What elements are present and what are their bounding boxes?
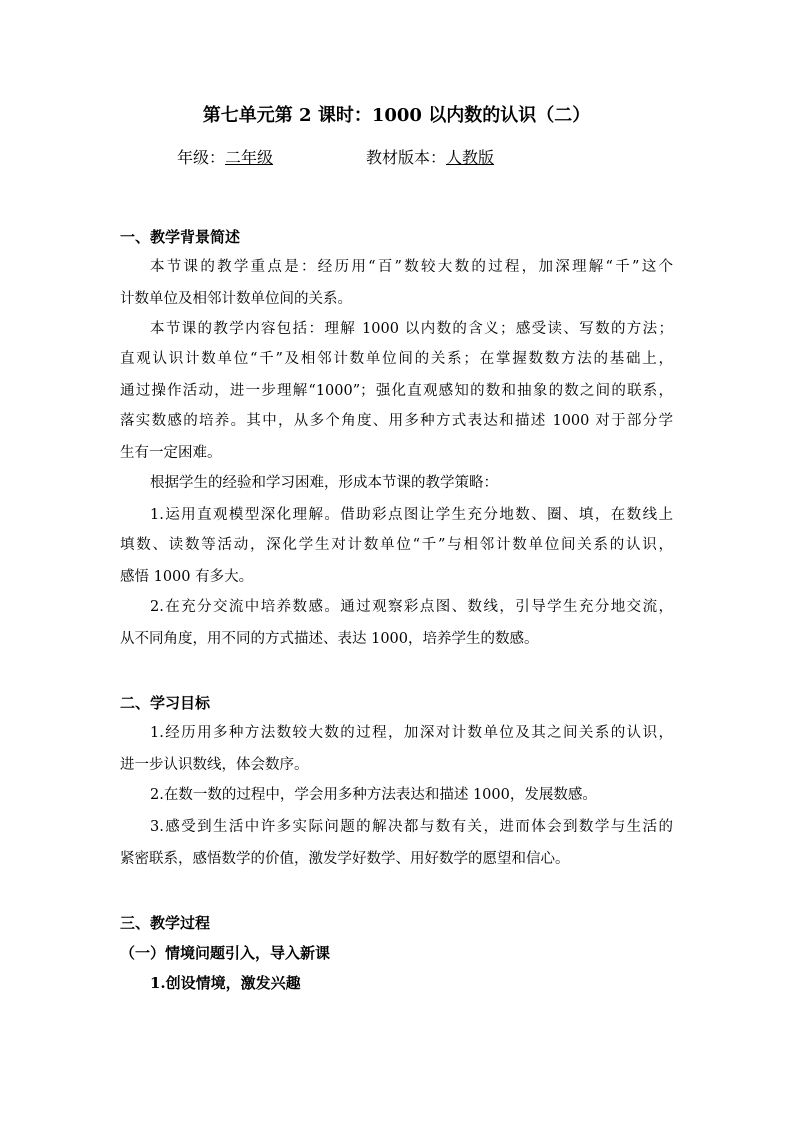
paragraph-line: 生有一定困难。 bbox=[120, 445, 222, 461]
edition-field bbox=[366, 146, 494, 170]
paragraph-line: 填数、读数等活动，深化学生对计数单位“千”与相邻计数单位间关系的认识， bbox=[120, 537, 673, 553]
grade-field bbox=[177, 146, 273, 170]
paragraph-line: 本节课的教学重点是：经历用“百”数较大数的过程，加深理解“千”这个 bbox=[150, 259, 673, 275]
step-heading: 1.创设情境，激发兴趣 bbox=[150, 974, 301, 992]
document-title: 第七单元第 2 课时：1000 以内数的认识（二） bbox=[202, 105, 591, 126]
paragraph-line: 3.感受到生活中许多实际问题的解决都与数有关，进而体会到数学与生活的 bbox=[150, 819, 673, 835]
grade-label: 年级： bbox=[177, 148, 226, 167]
paragraph-line: 计数单位及相邻计数单位间的关系。 bbox=[120, 291, 352, 307]
paragraph-line: 2.在充分交流中培养数感。通过观察彩点图、数线，引导学生充分地交流， bbox=[150, 599, 673, 615]
edition-value: 人教版 bbox=[446, 148, 495, 167]
paragraph-line: 2.在数一数的过程中，学会用多种方法表达和描述 1000，发展数感。 bbox=[150, 787, 597, 803]
paragraph-line: 直观认识计数单位“千”及相邻计数单位间的关系；在掌握数数方法的基础上， bbox=[120, 351, 673, 367]
paragraph-line: 本节课的教学内容包括：理解 1000 以内数的含义；感受读、写数的方法； bbox=[150, 321, 673, 337]
paragraph-line: 感悟 1000 有多大。 bbox=[120, 569, 254, 585]
paragraph-line: 紧密联系，感悟数学的价值，激发学好数学、用好数学的愿望和信心。 bbox=[120, 851, 570, 867]
paragraph-line: 根据学生的经验和学习困难，形成本节课的教学策略： bbox=[150, 475, 498, 491]
section-heading-objectives: 二、学习目标 bbox=[120, 694, 211, 712]
section-heading-background: 一、教学背景简述 bbox=[120, 228, 241, 246]
paragraph-line: 1.运用直观模型深化理解。借助彩点图让学生充分地数、圈、填，在数线上 bbox=[150, 507, 673, 523]
paragraph-line: 通过操作活动，进一步理解“1000”；强化直观感知的数和抽象的数之间的联系， bbox=[120, 383, 673, 399]
paragraph-line: 进一步认识数线，体会数序。 bbox=[120, 757, 309, 773]
subsection-heading: （一）情境问题引入，导入新课 bbox=[120, 944, 331, 962]
grade-value: 二年级 bbox=[225, 148, 274, 167]
paragraph-line: 1.经历用多种方法数较大数的过程，加深对计数单位及其之间关系的认识， bbox=[150, 725, 673, 741]
section-heading-process: 三、教学过程 bbox=[120, 914, 211, 932]
paragraph-line: 落实数感的培养。其中，从多个角度、用多种方式表达和描述 1000 对于部分学 bbox=[120, 413, 673, 429]
edition-label: 教材版本： bbox=[366, 148, 447, 167]
paragraph-line: 从不同角度，用不同的方式描述、表达 1000，培养学生的数感。 bbox=[120, 631, 539, 647]
